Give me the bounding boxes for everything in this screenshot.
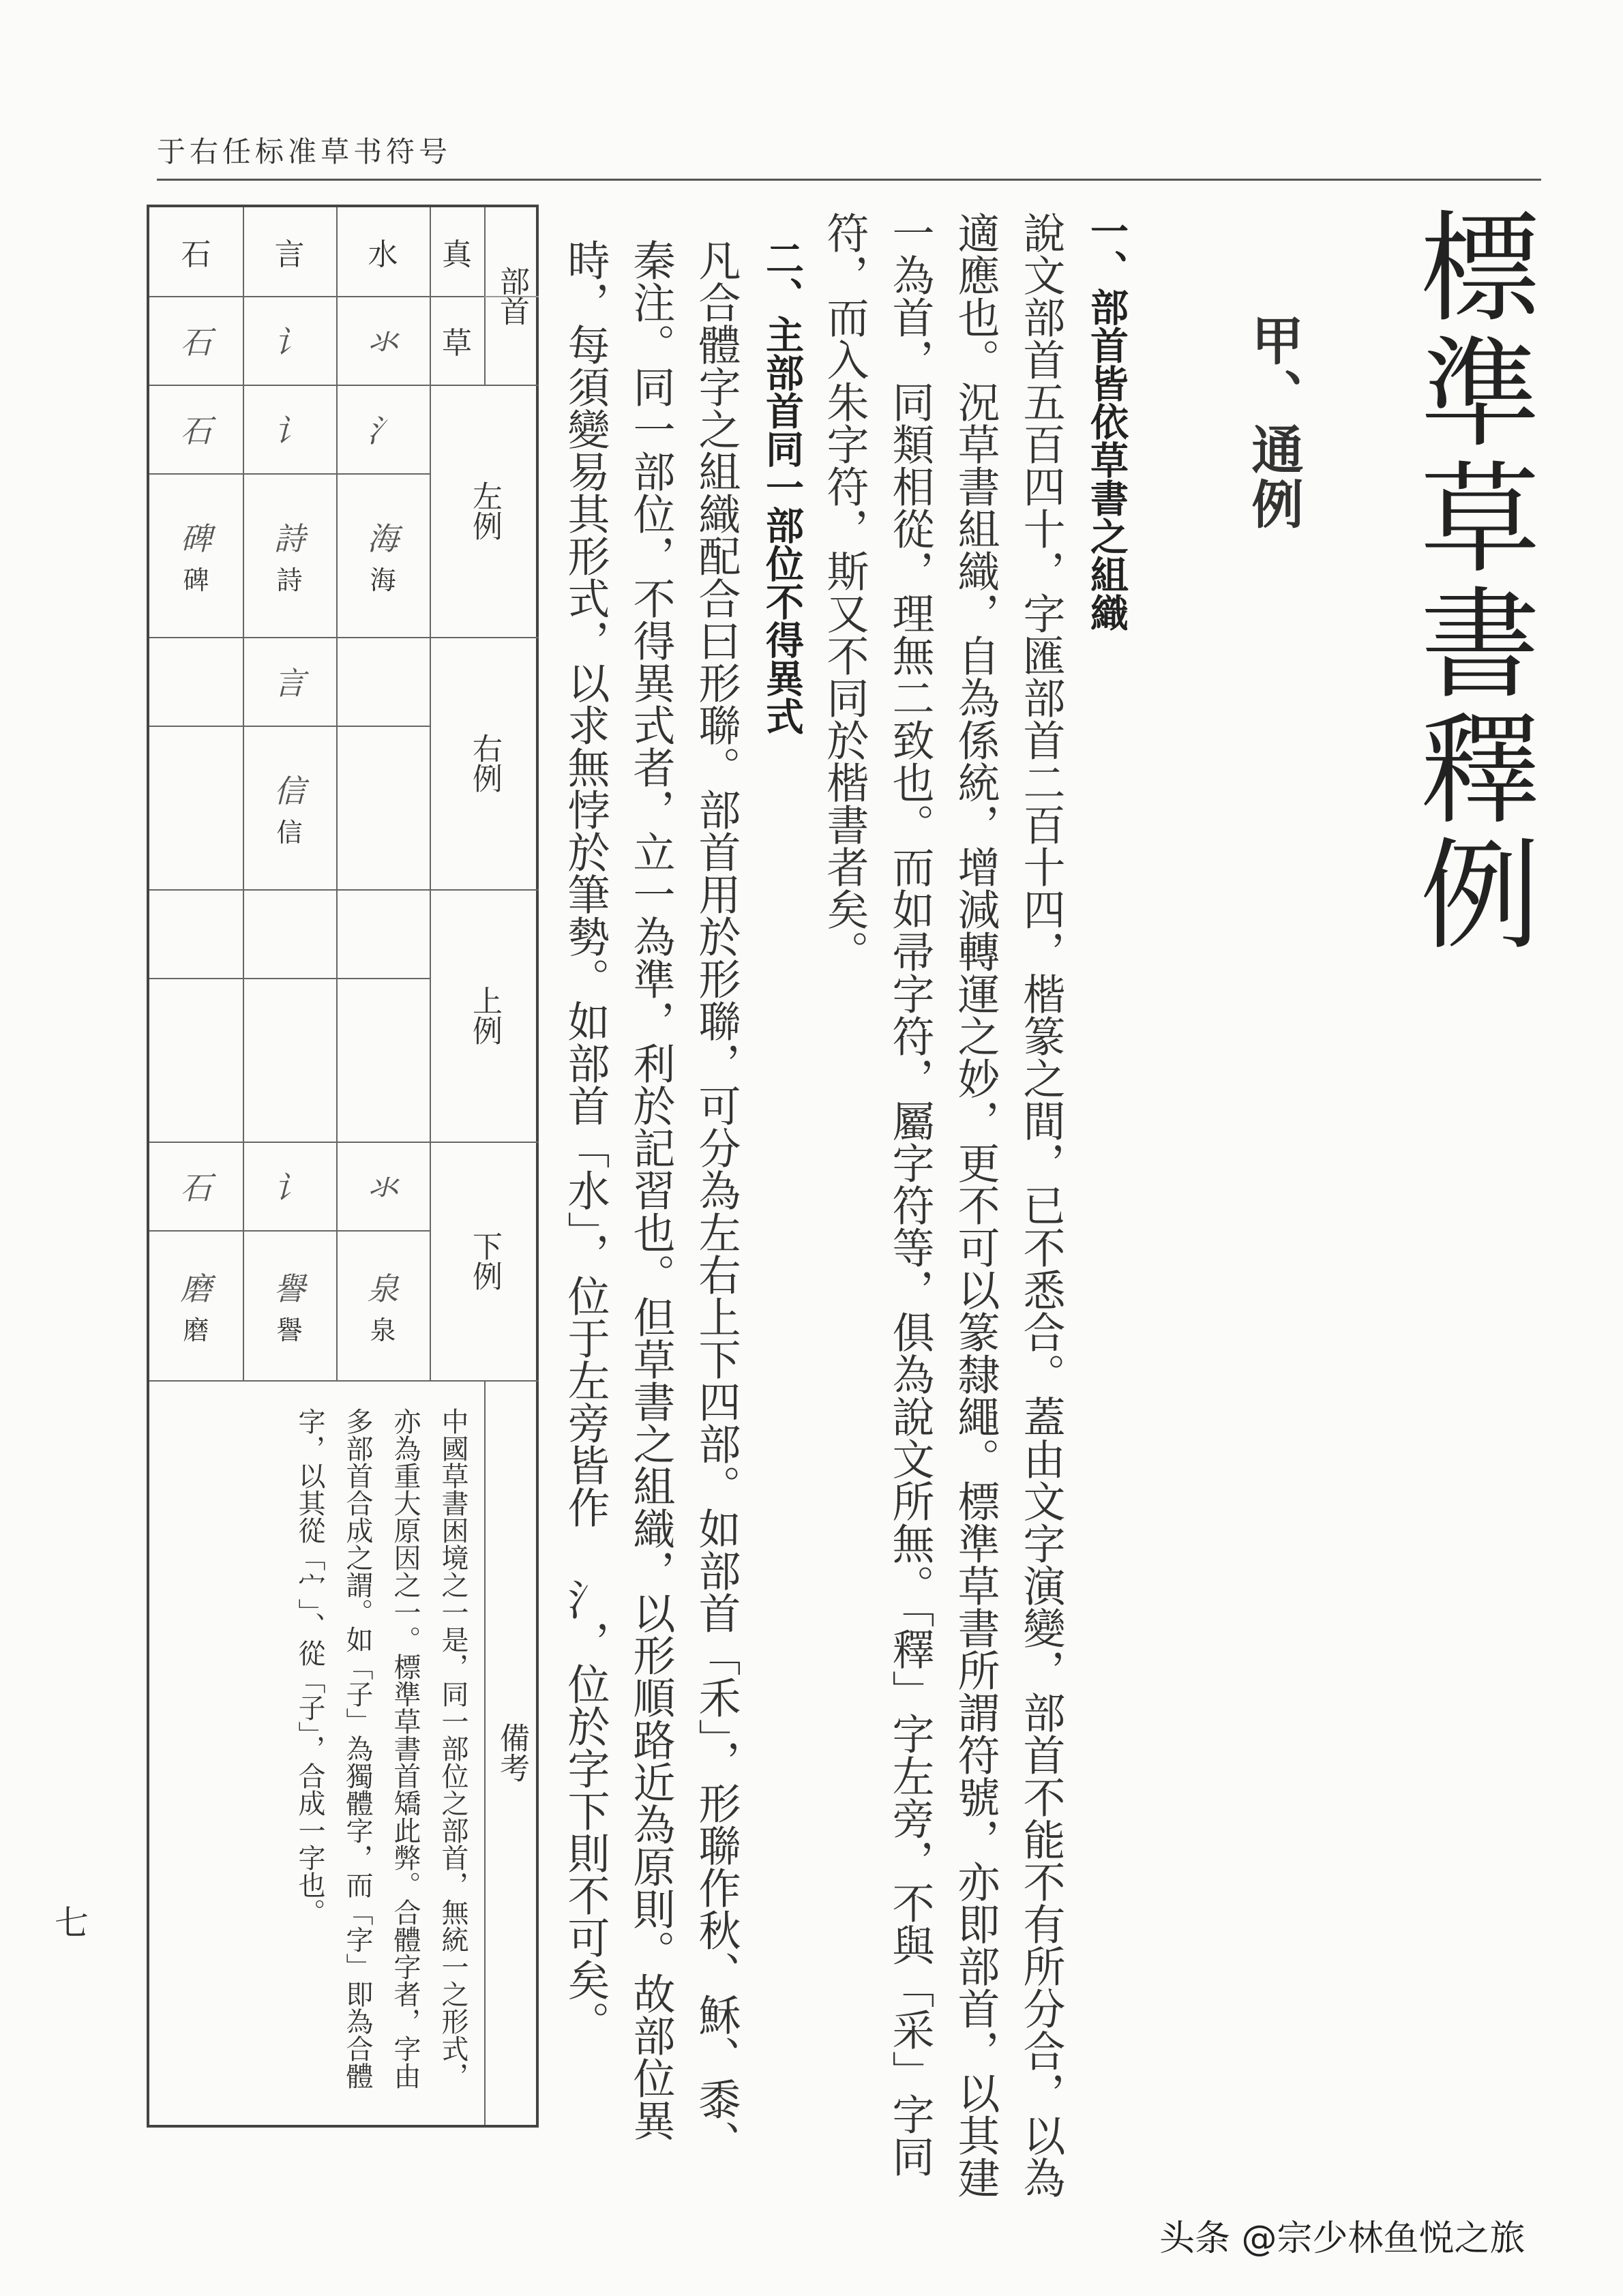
page-number: 七 bbox=[55, 1903, 89, 1943]
section-2-paragraph: 凡合體字之組織配合曰形聯。部首用於形聯，可分為左右上下四部。如部首「禾」，形聯作秋、穌、黍、秦注。同一部位，不得異式者，立一為準，利於記習也。但草書之組織，以形順路近為原則。故部位異時，每須變易其形式，以求無悖於筆勢。如部首「水」，位于左旁皆作 氵，位於字下則不可矣。 bbox=[561, 239, 741, 2162]
row-shi-left-glyph: 石 bbox=[180, 413, 212, 449]
row-shui-left-glyph: 氵 bbox=[367, 413, 399, 449]
row-shui-left-example-label: 海 bbox=[370, 565, 396, 595]
row-shui-cao: 氺 bbox=[367, 324, 399, 361]
row-shi-zhen: 石 bbox=[181, 237, 211, 272]
header-zhen: 真 bbox=[442, 237, 472, 272]
column-down-label: 下例 bbox=[467, 1231, 502, 1291]
row-shui-down-example-label: 泉 bbox=[370, 1315, 396, 1345]
row-shi-left-example-glyph: 碑 bbox=[180, 520, 212, 557]
row-shi-down-glyph: 石 bbox=[180, 1169, 212, 1206]
row-yan-zhen: 言 bbox=[274, 237, 305, 272]
row-yan-right-example-label: 信 bbox=[276, 817, 303, 848]
notes-header bbox=[484, 1380, 539, 2125]
section-1-paragraph: 說文部首五百四十，字匯部首二百十四，楷篆之間，已不悉合。蓋由文字演變，部首不能不有所分合，以為適應也。況草書組織，自為係統，增減轉運之妙，更不可以篆隸繩。標準草書所謂符號，亦即部首，以其建一為首，同類相從，理無二致也。而如帚字符，屬字符等，俱為說文所無。「釋」字左旁，不與「采」字同符，而入朱字符，斯又不同於楷書者矣。 bbox=[820, 211, 1066, 2198]
radical-table bbox=[147, 205, 539, 2128]
row-yan-right-example-glyph: 信 bbox=[273, 772, 306, 809]
row-shi-down-example-label: 磨 bbox=[183, 1315, 209, 1345]
row-yan-down-glyph: 讠 bbox=[273, 1169, 306, 1206]
column-up-label: 上例 bbox=[467, 985, 502, 1045]
row-shui-down-example bbox=[336, 1230, 430, 1380]
row-yan-cao: 讠 bbox=[273, 324, 306, 361]
running-header: 于右任标准草书符号 bbox=[157, 135, 452, 168]
column-right-label: 右例 bbox=[467, 733, 502, 793]
section-1-heading: 一、部首皆依草書之組織 bbox=[1084, 211, 1129, 631]
section-heading: 甲、通例 bbox=[1243, 314, 1304, 532]
section-1 bbox=[812, 211, 1139, 2216]
row-shi-left-example-label: 碑 bbox=[183, 565, 209, 595]
row-yan-left-example-label: 詩 bbox=[276, 565, 303, 595]
row-yan-down-example-label: 譽 bbox=[276, 1315, 303, 1345]
row-yan-left-glyph: 讠 bbox=[273, 413, 306, 449]
row-yan-down-example bbox=[243, 1230, 336, 1380]
row-shui-down-example-glyph: 泉 bbox=[367, 1270, 399, 1307]
notes-text: 中國草書困境之一是，同一部位之部首，無統一之形式，亦為重大原因之一。標準草書首矯此弊。合體字者，字由多部首合成之謂。如「子」為獨體字，而「字」即為合體字，以其從「宀」、從「子」，合成一字也。 bbox=[294, 1407, 468, 2089]
section-2 bbox=[552, 239, 814, 2203]
row-shi-down-example-glyph: 磨 bbox=[180, 1270, 212, 1307]
row-yan-left-example-glyph: 詩 bbox=[273, 520, 306, 557]
row-yan-right-example bbox=[243, 726, 336, 889]
column-left-example bbox=[430, 385, 539, 637]
watermark: 头条 @宗少林鱼悦之旅 bbox=[1159, 2218, 1525, 2259]
row-shi-down-example bbox=[149, 1230, 243, 1380]
row-shui-left-example bbox=[336, 473, 430, 637]
page-title: 標準草書釋例 bbox=[1400, 205, 1540, 957]
column-left-label: 左例 bbox=[467, 481, 502, 541]
header-rule bbox=[157, 179, 1541, 181]
row-shui-left-example-glyph: 海 bbox=[367, 520, 399, 557]
row-shi-cao: 石 bbox=[180, 324, 212, 361]
section-2-heading: 二、主部首同一部位不得異式 bbox=[760, 239, 804, 735]
row-shui-zhen: 水 bbox=[368, 237, 398, 272]
row-shui-down-glyph: 氺 bbox=[367, 1169, 399, 1206]
header-cao: 草 bbox=[442, 326, 472, 361]
column-up-example bbox=[430, 889, 539, 1142]
row-yan-right-glyph: 言 bbox=[273, 665, 306, 702]
column-down-example bbox=[430, 1142, 539, 1380]
row-yan-down-example-glyph: 譽 bbox=[273, 1270, 306, 1307]
row-yan-left-example bbox=[243, 473, 336, 637]
header-bushou bbox=[484, 207, 539, 385]
header-bushou-label: 部首 bbox=[494, 266, 529, 326]
row-shi-left-example bbox=[149, 473, 243, 637]
notes-header-label: 備考 bbox=[494, 1723, 529, 1783]
column-right-example bbox=[430, 637, 539, 889]
